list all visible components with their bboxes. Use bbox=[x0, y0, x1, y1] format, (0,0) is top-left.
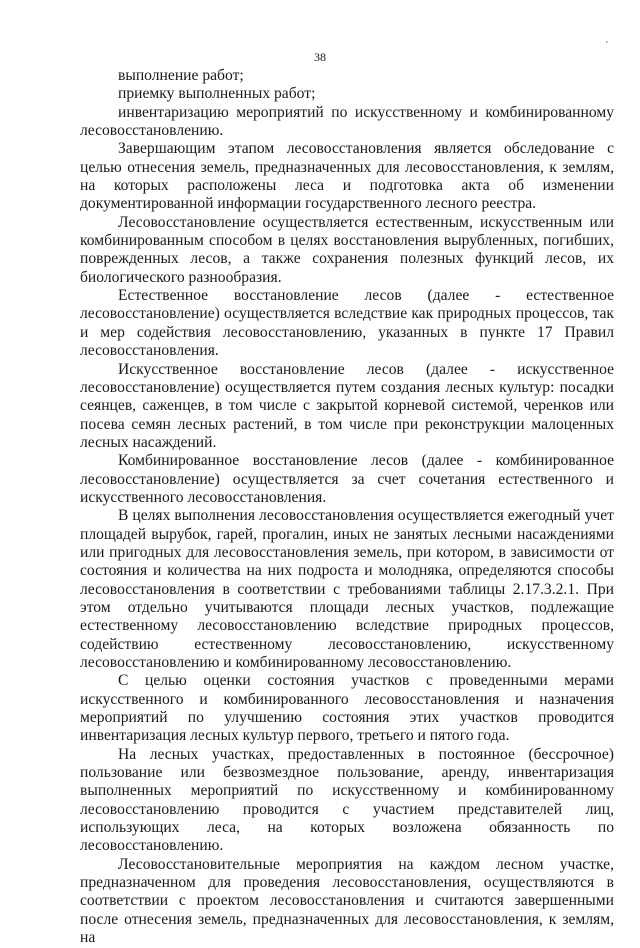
paragraph: Искусственное восстановление лесов (далее - искусственное лесовосстановление) осуществляется путем создания лесных культур: посадки сеянцев, саженцев, в том числе с закрытой корневой системой, черенков или посева семян лесных растений, в том числе при реконструкции малоценных лесных насаждений. bbox=[80, 360, 614, 451]
paragraph: приемку выполненных работ; bbox=[118, 85, 316, 103]
page-number: 38 bbox=[314, 50, 326, 64]
paragraph: инвентаризацию мероприятий по искусственному и комбинированному лесовосстановлению. bbox=[80, 103, 614, 140]
body-text bbox=[80, 67, 614, 948]
paragraph: выполнение работ; bbox=[118, 67, 244, 84]
paragraph: Завершающим этапом лесовосстановления является обследование с целью отнесения земель, предназначенных для лесовосстановления, к землям, на которых расположены леса и подготовка акта об изменении документированной информации государственного лесного реестра. bbox=[80, 140, 614, 213]
corner-mark: ' bbox=[606, 40, 608, 51]
paragraph: Естественное восстановление лесов (далее - естественное лесовосстановление) осуществляется вследствие как природных процессов, так и мер содействия лесовосстановлению, указанных в пункте 17 Правил лесовосстановления. bbox=[80, 287, 614, 360]
paragraph: Лесовосстановление осуществляется естественным, искусственным или комбинированным способом в целях восстановления вырубленных, погибших, поврежденных лесов, а также сохранения полезных функций лесов, их биологического разнообразия. bbox=[80, 213, 614, 286]
paragraph: На лесных участках, предоставленных в постоянное (бессрочное) пользование или безвозмездное пользование, аренду, инвентаризация выполненных мероприятий по искусственному и комбинированному лесовосстановлению проводится с участием представителей лиц, использующих леса, на которых возложена обязанность по лесовосстановлению. bbox=[80, 745, 614, 855]
paragraph: Лесовосстановительные мероприятия на каждом лесном участке, предназначенном для проведения лесовосстановления, осуществляются в соответствии с проектом лесовосстановления и считаются завершенными после отнесения земель, предназначенных для лесовосстановления, к землям, на bbox=[80, 855, 614, 947]
paragraph: Комбинированное восстановление лесов (далее - комбинированное лесовосстановление) осуществляется за счет сочетания естественного и искусственного лесовосстановления. bbox=[80, 452, 614, 506]
paragraph: В целях выполнения лесовосстановления осуществляется ежегодный учет площадей вырубок, гарей, прогалин, иных не занятых лесными насаждениями или пригодных для лесовосстановления земель, при котором, в зависимости от состояния и количества на них подроста и молодняка, определяются способы лесовосстановления в соответствии с требованиями таблицы 2.17.3.2.1. При этом отдельно учитываются площади лесных участков, подлежащие естественному лесовосстановлению вследствие природных процессов, содействию естественному лесовосстановлению, искусственному лесовосстановлению и комбинированному лесовосстановлению. bbox=[80, 507, 614, 671]
paragraph: С целью оценки состояния участков с проведенными мерами искусственного и комбинированного лесовосстановления и назначения мероприятий по улучшению состояния этих участков проводится инвентаризация лесных культур первого, третьего и пятого года. bbox=[80, 672, 614, 745]
